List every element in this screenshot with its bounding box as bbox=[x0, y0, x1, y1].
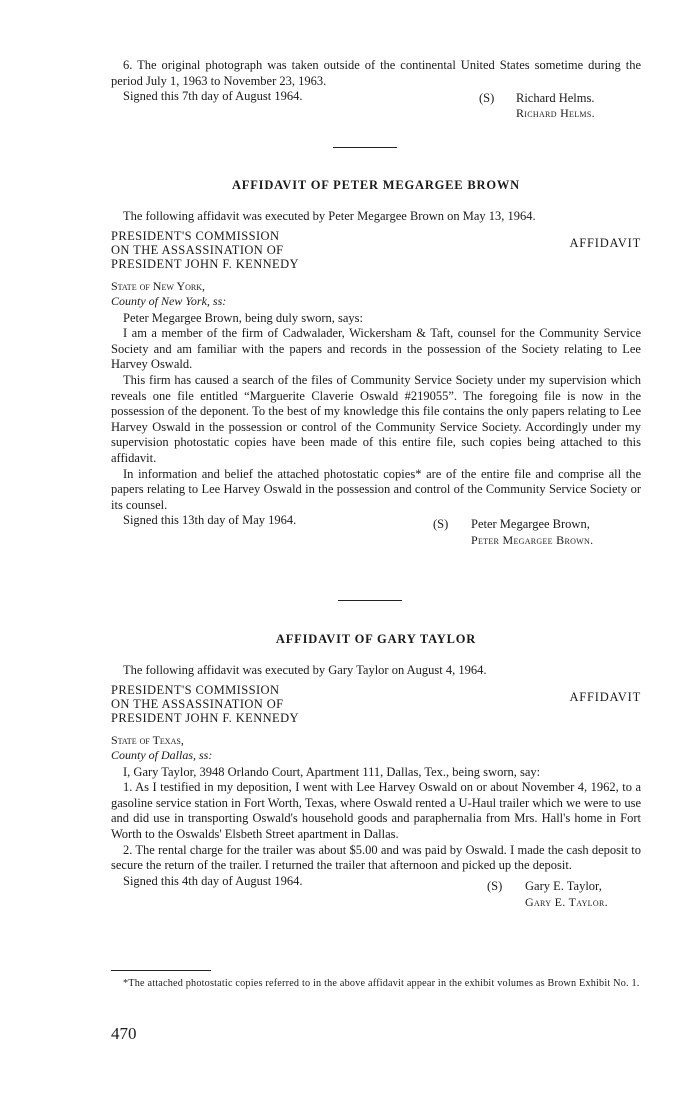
venue-state: State of New York, bbox=[111, 278, 206, 293]
paragraph: I, Gary Taylor, 3948 Orlando Court, Apartment 111, Dallas, Tex., being sworn, say: bbox=[123, 764, 541, 779]
paragraph: In information and belief the attached photostatic copies* are of the entire file and comprise all the papers relating to Lee Harvey Oswald in the possession and control of the Community Service Society or its counsel. bbox=[111, 466, 641, 512]
footnote-block bbox=[111, 970, 641, 990]
previous-affidavit-end bbox=[111, 58, 641, 123]
affidavit-heading: AFFIDAVIT OF PETER MEGARGEE BROWN bbox=[231, 178, 520, 192]
footnote: *The attached photostatic copies referred to in the above affidavit appear in the exhibit volumes as Brown Exhibit No. 1. bbox=[123, 978, 640, 989]
commission-line: PRESIDENT JOHN F. KENNEDY bbox=[111, 710, 299, 725]
page-number: 470 bbox=[111, 1024, 137, 1043]
paragraph: 6. The original photograph was taken outside of the continental United States sometime during the period July 1, 1963 to November 23, 1963. bbox=[111, 58, 641, 88]
affidavit-intro: The following affidavit was executed by Peter Megargee Brown on May 13, 1964. bbox=[123, 209, 536, 223]
signature-name-caps: Peter Megargee Brown. bbox=[471, 532, 594, 547]
signature-block bbox=[111, 879, 641, 911]
commission-line: PRESIDENT'S COMMISSION bbox=[111, 682, 280, 697]
signature-block bbox=[111, 91, 641, 123]
section-divider bbox=[338, 600, 402, 601]
signature-mark: (S) bbox=[487, 879, 503, 894]
commission-line: PRESIDENT'S COMMISSION bbox=[111, 228, 280, 243]
venue-county: County of Dallas, ss: bbox=[111, 747, 213, 762]
affidavit-label: AFFIDAVIT bbox=[569, 235, 641, 250]
paragraph: This firm has caused a search of the files of Community Service Society under my supervision which reveals one file entitled “Marguerite Claverie Oswald #219055”. The foregoing file is now in the possession of the deponent. To the best of my knowledge this file contains the only papers relating to Lee Harvey Oswald in the possession or control of the Community Service Society. Accordingly under my supervision photostatic copies have been made of this entire file, such copies being attached to this affidavit. bbox=[111, 372, 641, 465]
signature-mark: (S) bbox=[479, 90, 495, 105]
signature-name-caps: Gary E. Taylor. bbox=[525, 894, 608, 909]
paragraph: 1. As I testified in my deposition, I went with Lee Harvey Oswald on or about November 4, 1962, to a gasoline service station in Fort Worth, Texas, where Oswald rented a U-Haul trailer which we were to use and did use in transporting Oswald's household goods and paraphernalia from Mrs. Hall's home in Fort Worth to the Oswalds' Elsbeth Street apartment in Dallas. bbox=[111, 780, 641, 841]
venue-state: State of Texas, bbox=[111, 732, 184, 747]
affidavit-label: AFFIDAVIT bbox=[569, 689, 641, 704]
signed-line: Signed this 7th day of August 1964. bbox=[123, 89, 303, 104]
signed-line: Signed this 13th day of May 1964. bbox=[123, 513, 297, 528]
paragraph: 2. The rental charge for the trailer was about $5.00 and was paid by Oswald. I made the cash deposit to secure the return of the trailer. I returned the trailer that afternoon and picked up the deposit. bbox=[111, 842, 641, 873]
section-divider bbox=[333, 147, 397, 148]
affidavit-taylor bbox=[111, 632, 641, 911]
signature-name-caps: Richard Helms. bbox=[516, 106, 595, 121]
commission-block bbox=[111, 229, 641, 271]
commission-line: ON THE ASSASSINATION OF bbox=[111, 696, 284, 711]
paragraph: I am a member of the firm of Cadwalader, Wickersham & Taft, counsel for the Community Service Society and am familiar with the papers and records in the possession of the Society relating to Lee Harvey Oswald. bbox=[111, 326, 641, 372]
paragraph: Peter Megargee Brown, being duly sworn, says: bbox=[123, 310, 364, 325]
venue-block bbox=[111, 733, 641, 763]
venue-county: County of New York, ss: bbox=[111, 293, 227, 308]
signature-mark: (S) bbox=[433, 516, 449, 531]
signature-name: Peter Megargee Brown, bbox=[471, 516, 590, 531]
affidavit-intro: The following affidavit was executed by Gary Taylor on August 4, 1964. bbox=[123, 663, 487, 677]
signature-name: Gary E. Taylor, bbox=[525, 879, 602, 894]
signed-line: Signed this 4th day of August 1964. bbox=[123, 873, 303, 888]
affidavit-heading: AFFIDAVIT OF GARY TAYLOR bbox=[275, 632, 477, 646]
signature-block bbox=[111, 517, 641, 549]
commission-line: PRESIDENT JOHN F. KENNEDY bbox=[111, 256, 299, 271]
signature-name: Richard Helms. bbox=[516, 90, 595, 105]
commission-block bbox=[111, 683, 641, 725]
affidavit-brown bbox=[111, 178, 641, 549]
commission-line: ON THE ASSASSINATION OF bbox=[111, 242, 284, 257]
footnote-rule bbox=[111, 970, 211, 971]
venue-block bbox=[111, 279, 641, 309]
